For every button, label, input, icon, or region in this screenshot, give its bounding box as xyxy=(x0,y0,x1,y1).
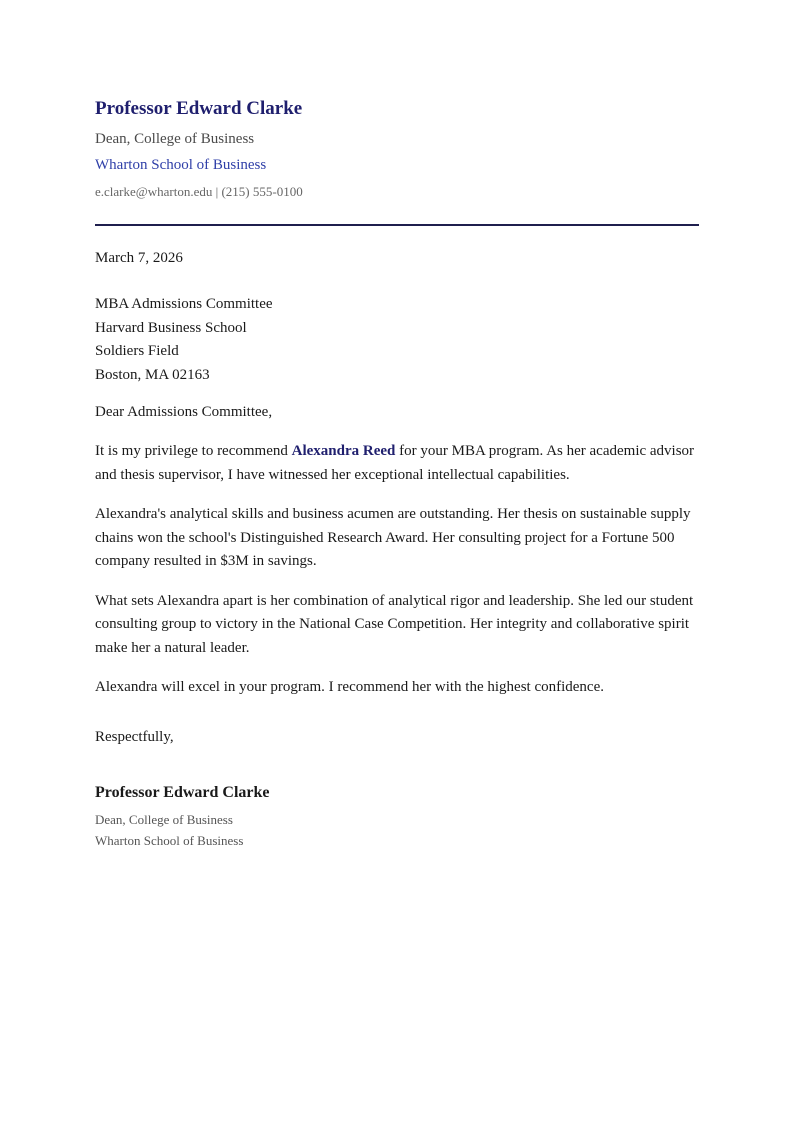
signature-block xyxy=(95,782,699,851)
sender-name: Professor Edward Clarke xyxy=(95,98,303,119)
letter-page xyxy=(95,96,699,851)
sender-title: Dean, College of Business xyxy=(95,131,255,147)
signature-name: Professor Edward Clarke xyxy=(95,783,270,801)
sender-contact: e.clarke@wharton.edu | (215) 555-0100 xyxy=(95,184,303,199)
body-paragraph-3: What sets Alexandra apart is her combination of analytical rigor and leadership. She led our student consulting group to victory in the National Case Competition. Her integrity and collaborative spirit make her a natural leader. xyxy=(95,592,694,656)
body-paragraph-1 xyxy=(95,440,699,487)
p1-text-before: It is my privilege to recommend xyxy=(95,443,292,459)
candidate-name: Alexandra Reed xyxy=(291,443,396,459)
body-paragraph-4: Alexandra will excel in your program. I recommend her with the highest confidence. xyxy=(95,679,604,695)
recipient-line: MBA Admissions Committee xyxy=(95,296,273,312)
sender-school: Wharton School of Business xyxy=(95,157,267,173)
letterhead xyxy=(95,96,699,201)
recipient-line: Soldiers Field xyxy=(95,343,179,359)
recipient-address xyxy=(95,293,699,387)
closing: Respectfully, xyxy=(95,728,174,745)
salutation: Dear Admissions Committee, xyxy=(95,404,273,420)
recipient-line: Boston, MA 02163 xyxy=(95,366,210,383)
body-paragraph-2: Alexandra's analytical skills and business acumen are outstanding. Her thesis on sustainable supply chains won the school's Distinguished Research Award. Her consulting project for a Fortune 500 company resulted in $3M in savings. xyxy=(95,506,691,569)
letter-date: March 7, 2026 xyxy=(95,250,183,266)
recipient-line: Harvard Business School xyxy=(95,319,247,336)
header-divider xyxy=(95,224,699,226)
signature-title: Dean, College of Business xyxy=(95,811,233,827)
p1-text-after: for your MBA program. As her academic advisor and thesis supervisor, I have witnessed her exceptional intellectual capabilities. xyxy=(95,443,695,483)
signature-school: Wharton School of Business xyxy=(95,832,244,848)
